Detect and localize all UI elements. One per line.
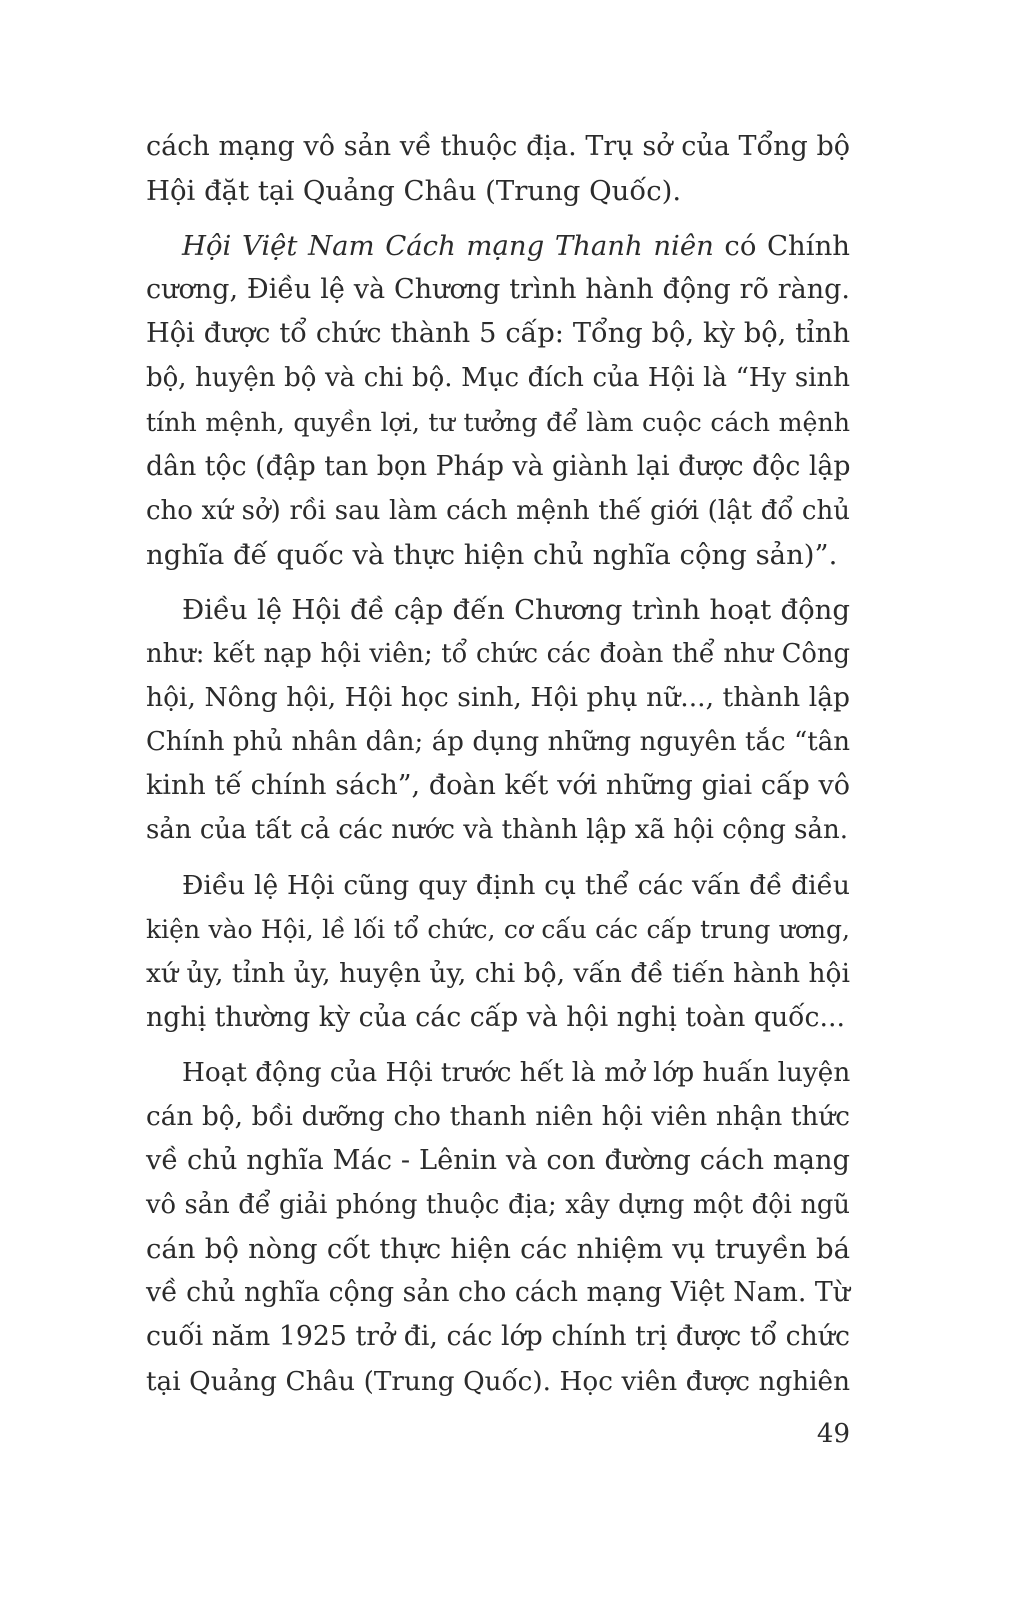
text-line: nghĩa đế quốc và thực hiện chủ nghĩa cộng sản)”.: [146, 538, 838, 571]
text-fragment: có Chính: [713, 230, 850, 263]
text-line: kinh tế chính sách”, đoàn kết với những giai cấp vô: [146, 770, 850, 802]
paragraph-1: [146, 125, 850, 213]
text-line: cán bộ, bồi dưỡng cho thanh niên hội viên nhận thức: [146, 1101, 850, 1132]
paragraph-3: [146, 588, 850, 853]
text-line: Hoạt động của Hội trước hết là mở lớp huấn luyện: [182, 1057, 851, 1088]
text-line: [146, 224, 850, 268]
text-line: về chủ nghĩa Mác - Lênin và con đường cách mạng: [146, 1145, 850, 1177]
text-line: cách mạng vô sản về thuộc địa. Trụ sở của Tổng bộ: [146, 131, 850, 162]
text-line: nghị thường kỳ của các cấp và hội nghị toàn quốc...: [146, 1001, 846, 1033]
organization-name-italic: Hội Việt Nam Cách mạng Thanh niên: [182, 230, 714, 263]
text-line: cho xứ sở) rồi sau làm cách mệnh thế giới (lật đổ chủ: [146, 495, 850, 526]
text-line: tại Quảng Châu (Trung Quốc). Học viên được nghiên: [146, 1366, 850, 1397]
text-line: kiện vào Hội, lề lối tổ chức, cơ cấu các cấp trung ương,: [146, 914, 850, 944]
text-line: sản của tất cả các nước và thành lập xã hội cộng sản.: [146, 815, 848, 846]
text-line: cương, Điều lệ và Chương trình hành động rõ ràng.: [146, 274, 850, 306]
body-text: [146, 125, 850, 1404]
text-line: vô sản để giải phóng thuộc địa; xây dựng một đội ngũ: [146, 1190, 850, 1221]
text-line: tính mệnh, quyền lợi, tư tưởng để làm cuộc cách mệnh: [146, 407, 850, 437]
page-number: 49: [816, 1419, 850, 1449]
text-line: như: kết nạp hội viên; tổ chức các đoàn thể như Công: [146, 639, 850, 670]
paragraph-5: [146, 1051, 850, 1404]
text-line: về chủ nghĩa cộng sản cho cách mạng Việt Nam. Từ: [146, 1277, 850, 1309]
text-line: cuối năm 1925 trở đi, các lớp chính trị được tổ chức: [146, 1321, 850, 1353]
text-line: Điều lệ Hội cũng quy định cụ thể các vấn đề điều: [182, 869, 850, 901]
text-line: Hội được tổ chức thành 5 cấp: Tổng bộ, kỳ bộ, tỉnh: [146, 318, 850, 350]
text-line: Hội đặt tại Quảng Châu (Trung Quốc).: [146, 175, 682, 208]
text-line: cán bộ nòng cốt thực hiện các nhiệm vụ truyền bá: [146, 1233, 850, 1266]
text-line: Chính phủ nhân dân; áp dụng những nguyên tắc “tân: [146, 727, 850, 758]
text-line: hội, Nông hội, Hội học sinh, Hội phụ nữ..., thành lập: [146, 682, 850, 714]
paragraph-4: [146, 864, 850, 1040]
text-line: Điều lệ Hội đề cập đến Chương trình hoạt động: [182, 593, 850, 626]
text-line: bộ, huyện bộ và chi bộ. Mục đích của Hội là “Hy sinh: [146, 363, 850, 394]
text-line: xứ ủy, tỉnh ủy, huyện ủy, chi bộ, vấn đề tiến hành hội: [146, 957, 850, 989]
text-line: dân tộc (đập tan bọn Pháp và giành lại được độc lập: [146, 450, 851, 482]
paragraph-2: [146, 224, 850, 577]
